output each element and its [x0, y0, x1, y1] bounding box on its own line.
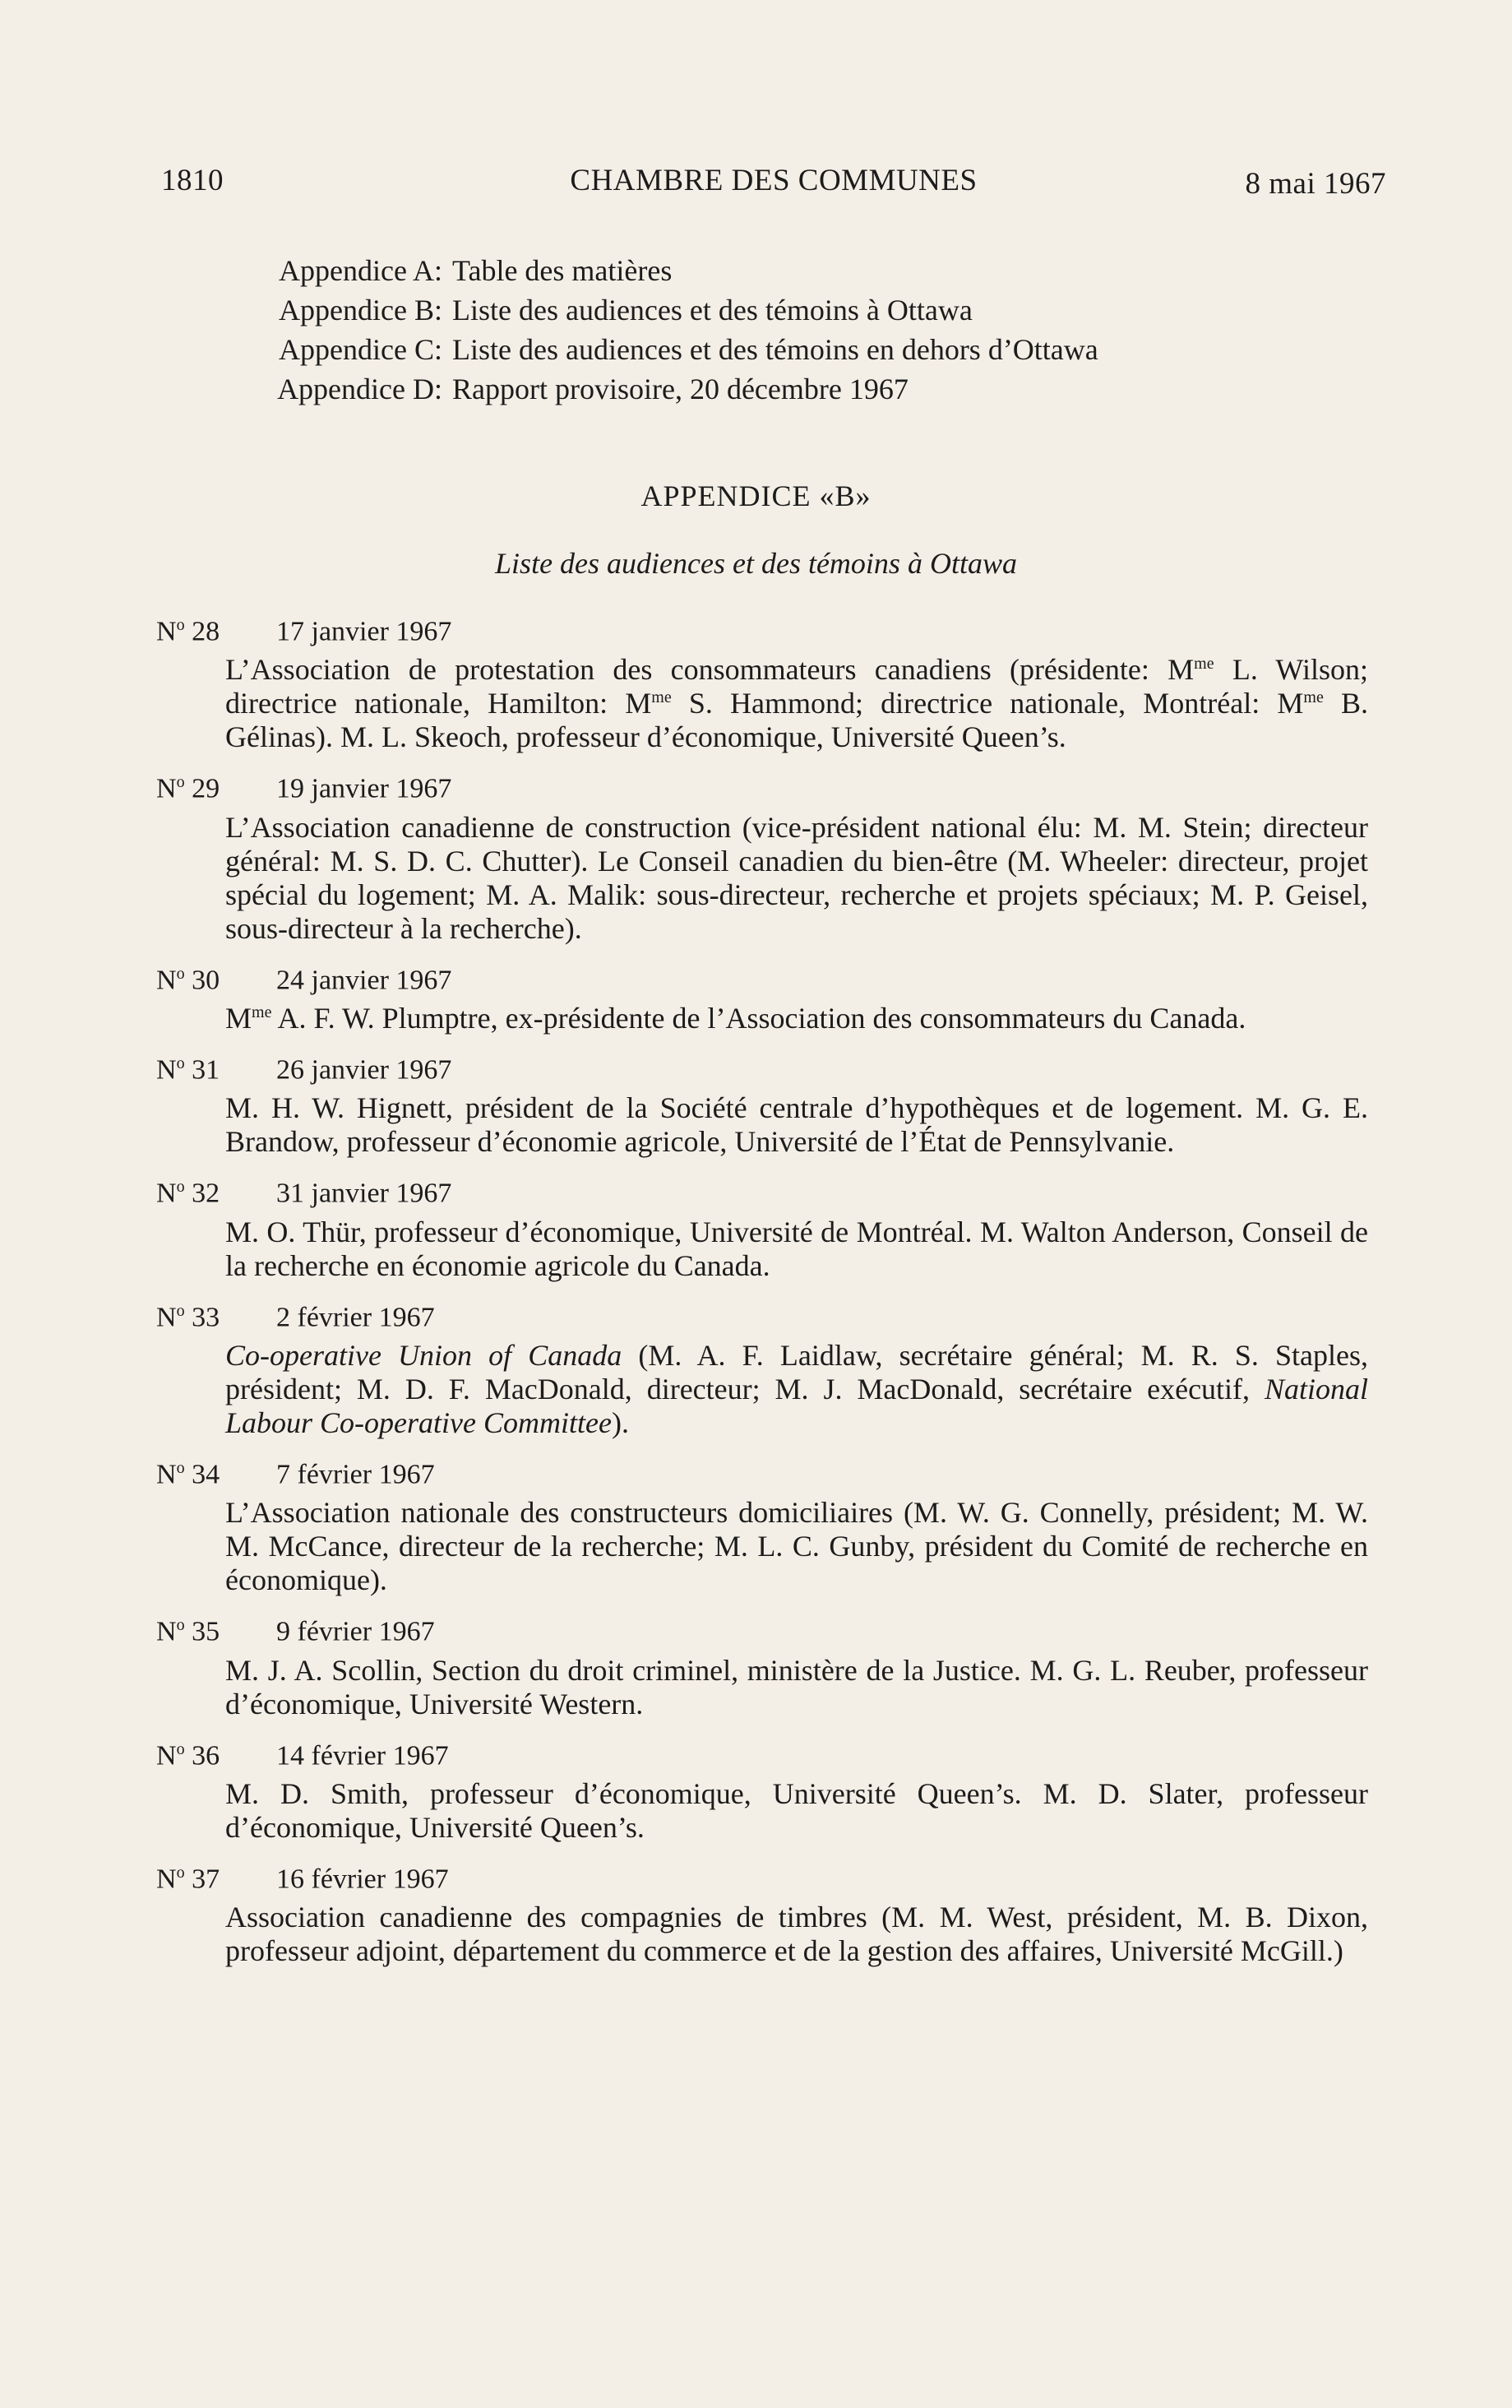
hearing-entry — [156, 1731, 1389, 1845]
running-header — [161, 163, 1386, 204]
appendix-title: Liste des audiences et des témoins à Ottawa — [452, 294, 973, 326]
witness-list: M. H. W. Hignett, président de la Société centrale d’hypothèques et de logement. M. G. E. Brandow, professeur d’économie agricole, Université de l’État de Pennsylvanie. — [225, 1091, 1368, 1159]
witness-list: M. D. Smith, professeur d’économique, Université Queen’s. M. D. Slater, professeur d’économique, Université Queen’s. — [225, 1776, 1368, 1844]
appendix-row — [232, 369, 1098, 409]
header-date: 8 mai 1967 — [1245, 167, 1386, 201]
witness-list: M. O. Thür, professeur d’économique, Université de Montréal. M. Walton Anderson, Conseil de la recherche en économie agricole du Canada. — [225, 1215, 1368, 1282]
hearing-number: $N^o$ 28 — [156, 616, 220, 647]
appendix-row — [232, 290, 1098, 330]
hearing-number: $N^o$ 35 — [156, 1616, 220, 1647]
witness-list: L’Association canadienne de construction (vice-président national élu: M. M. Stein; directeur général: M. S. D. C. Chutter). Le Conseil canadien du bien-être (M. Wheeler: directeur, projet spécial du logement; M. A. Malik: sous-directeur, recherche et projets spéciaux; M. P. Geisel, sous-directeur à la recherche). — [225, 810, 1368, 945]
hearing-date: 7 février 1967 — [276, 1459, 435, 1490]
appendix-label: Appendice D: — [277, 373, 442, 405]
hearing-header — [156, 764, 1389, 807]
hearing-date: 9 février 1967 — [276, 1616, 435, 1647]
appendix-label: Appendice C: — [279, 333, 442, 366]
appendix-label: Appendice A: — [279, 254, 442, 287]
hearing-number: $N^o$ 29 — [156, 773, 220, 804]
witness-list: L’Association nationale des constructeurs domiciliaires (M. W. G. Connelly, président; M. W. M. McCance, directeur de la recherche; M. L. C. Gunby, président du Comité de recherche en économique). — [225, 1496, 1368, 1597]
hearing-entry — [156, 1293, 1389, 1440]
witness-list: Co-operative Union of Canada (M. A. F. Laidlaw, secrétaire général; M. R. S. Staples, président; M. D. F. MacDonald, directeur; M. J. MacDonald, secrétaire exécutif, National Labour Co-operative Committee). — [225, 1338, 1368, 1439]
hearing-entry — [156, 1045, 1389, 1159]
hearing-date: 24 janvier 1967 — [276, 964, 452, 995]
hearing-number: $N^o$ 34 — [156, 1458, 220, 1490]
hearing-date: 31 janvier 1967 — [276, 1178, 452, 1209]
hearing-list — [156, 607, 1389, 1978]
appendix-label: Appendice B: — [279, 294, 442, 326]
hearing-date: 16 février 1967 — [276, 1864, 449, 1895]
hearing-number: $N^o$ 31 — [156, 1054, 220, 1086]
hearing-date: 19 janvier 1967 — [276, 773, 452, 804]
page-number: 1810 — [161, 164, 224, 197]
hearing-date: 14 février 1967 — [276, 1739, 449, 1771]
witness-list: M. J. A. Scollin, Section du droit criminel, ministère de la Justice. M. G. L. Reuber, professeur d’économique, Université Western. — [225, 1653, 1368, 1720]
hearing-entry — [156, 1855, 1389, 1968]
section-heading: APPENDICE «B» — [640, 479, 872, 512]
hearing-header — [156, 1450, 1389, 1493]
hearing-header — [156, 1045, 1389, 1088]
hearing-header — [156, 1169, 1389, 1211]
hearing-entry — [156, 956, 1389, 1035]
hearing-entry — [156, 1450, 1389, 1597]
hearing-date: 26 janvier 1967 — [276, 1054, 452, 1086]
hearing-number: $N^o$ 33 — [156, 1301, 220, 1332]
hearing-header — [156, 1293, 1389, 1336]
appendix-list — [232, 251, 1098, 409]
hearing-entry — [156, 1169, 1389, 1282]
appendix-title: Table des matières — [452, 254, 673, 287]
hearing-header — [156, 607, 1389, 650]
hearing-header — [156, 956, 1389, 998]
hearing-number: $N^o$ 36 — [156, 1739, 220, 1771]
hearing-entry — [156, 764, 1389, 945]
witness-list: $M^{me}$ A. F. W. Plumptre, ex-présidente de l’Association des consommateurs du Canada. — [225, 1001, 1246, 1035]
hearing-header — [156, 1855, 1389, 1897]
appendix-title: Rapport provisoire, 20 décembre 1967 — [452, 373, 909, 405]
section-subtitle: Liste des audiences et des témoins à Ottawa — [495, 547, 1017, 580]
hearing-number: $N^o$ 37 — [156, 1863, 220, 1895]
witness-list: Association canadienne des compagnies de timbres (M. M. West, président, M. B. Dixon, professeur adjoint, département du commerce et de la gestion des affaires, Université McGill.) — [225, 1901, 1368, 1968]
hearing-date: 17 janvier 1967 — [276, 616, 452, 647]
running-title: CHAMBRE DES COMMUNES — [570, 164, 978, 197]
hearing-header — [156, 1607, 1389, 1650]
appendix-title: Liste des audiences et des témoins en dehors d’Ottawa — [452, 333, 1098, 366]
hearing-date: 2 février 1967 — [276, 1301, 435, 1332]
hearing-number: $N^o$ 32 — [156, 1178, 220, 1209]
appendix-row — [232, 251, 1098, 290]
hearing-number: $N^o$ 30 — [156, 964, 220, 995]
witness-list: L’Association de protestation des consommateurs canadiens (présidente: $M^{me}$ L. Wilson; directrice nationale, Hamilton: $M^{me}$ S. Hammond; directrice nationale, Montréal: $M^{me}$ B. Gélinas). M. L. Skeoch, professeur d’économique, Université Queen’s. — [225, 653, 1369, 754]
hearing-entry — [156, 1607, 1389, 1720]
hearing-header — [156, 1731, 1389, 1774]
appendix-row — [232, 330, 1098, 369]
hearing-entry — [156, 607, 1389, 754]
